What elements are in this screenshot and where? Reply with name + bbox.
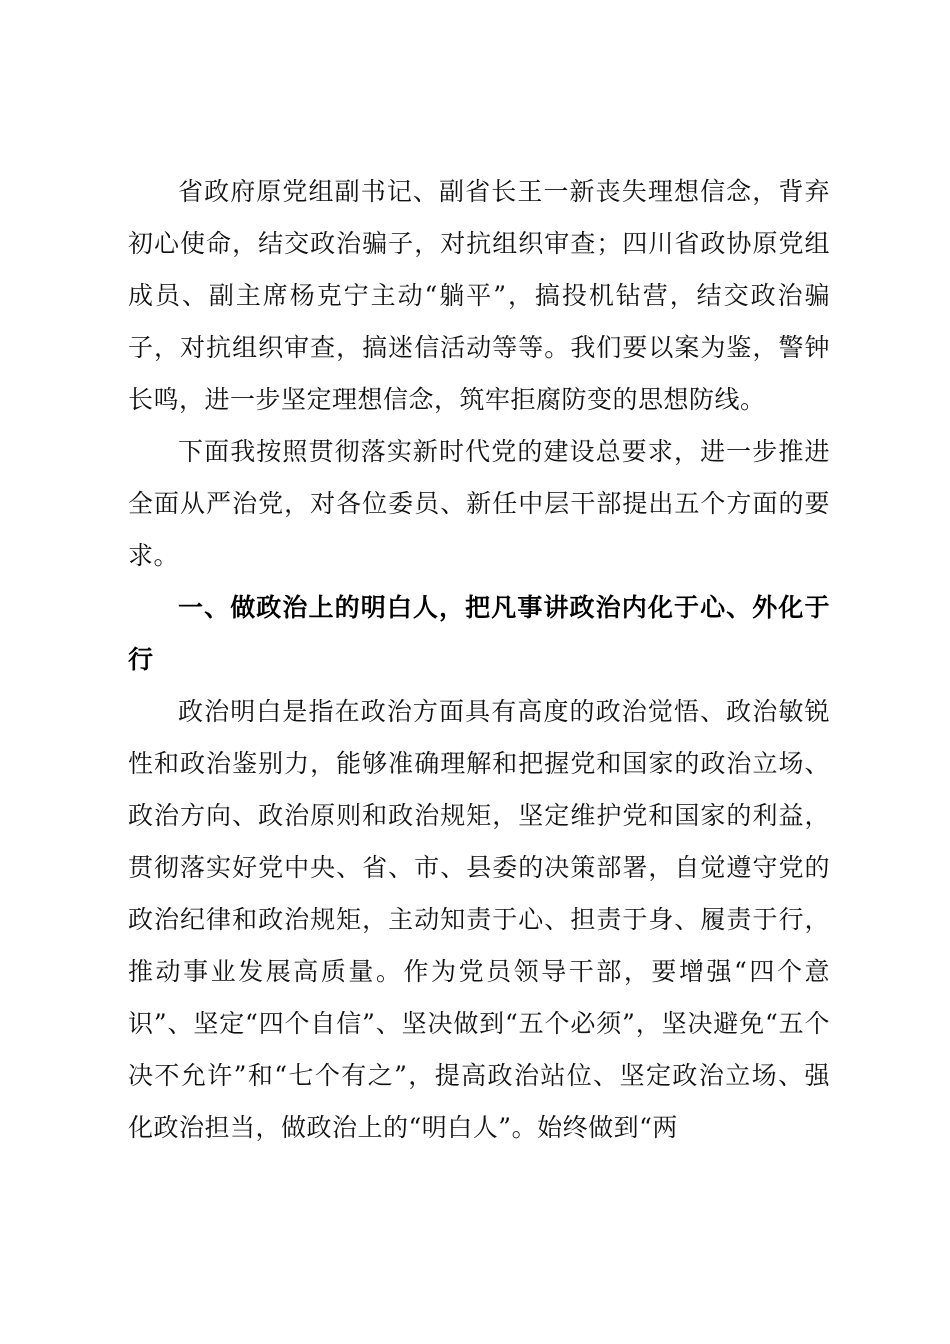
paragraph-political-clarity: 政治明白是指在政治方面具有高度的政治觉悟、政治敏锐性和政治鉴别力，能够准确理解和把握党和国家的政治立场、政治方向、政治原则和政治规矩，坚定维护党和国家的利益，贯彻落实好党中央、省、市、县委的决策部署，自觉遵守党的政治纪律和政治规矩，主动知责于心、担责于身、履责于行，推动事业发展高质量。作为党员领导干部，要增强“四个意识”、坚定“四个自信”、坚决做到“五个必须”，坚决避免“五个决不允许”和“七个有之”，提高政治站位、坚定政治立场、强化政治担当，做政治上的“明白人”。始终做到“两 <box>128 697 830 1142</box>
paragraph-cases: 省政府原党组副书记、副省长王一新丧失理想信念，背弃初心使命，结交政治骗子，对抗组织审查；四川省政协原党组成员、副主席杨克宁主动“躺平”，搞投机钻营，结交政治骗子，对抗组织审查，搞迷信活动等等。我们要以案为鉴，警钟长鸣，进一步坚定理想信念，筑牢拒腐防变的思想防线。 <box>128 177 830 414</box>
document-body <box>128 166 830 1154</box>
section-heading: 一、做政治上的明白人，把凡事讲政治内化于心、外化于行 <box>128 593 830 674</box>
paragraph-requirements-intro: 下面我按照贯彻落实新时代党的建设总要求，进一步推进全面从严治党，对各位委员、新任中层干部提出五个方面的要求。 <box>128 437 830 570</box>
